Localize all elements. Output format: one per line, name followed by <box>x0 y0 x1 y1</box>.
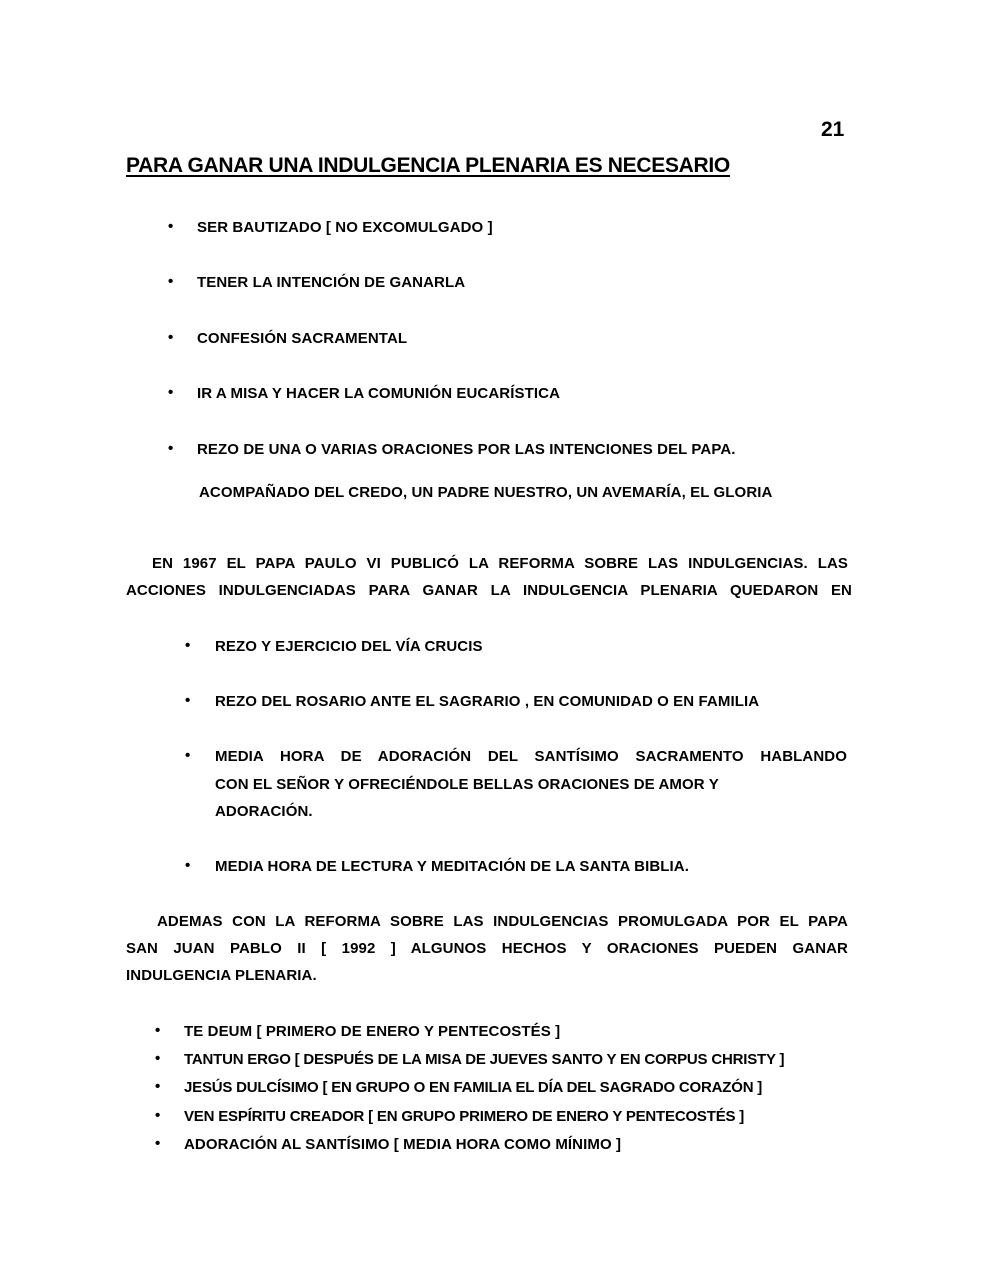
requirements-note: ACOMPAÑADO DEL CREDO, UN PADRE NUESTRO, UN AVEMARÍA, EL GLORIA <box>199 484 773 501</box>
bullet-icon: • <box>168 384 174 401</box>
bullet-icon: • <box>168 440 174 457</box>
list-item: TENER LA INTENCIÓN DE GANARLA <box>197 274 466 291</box>
list-item: IR A MISA Y HACER LA COMUNIÓN EUCARÍSTICA <box>197 385 561 402</box>
list-item: SER BAUTIZADO [ NO EXCOMULGADO ] <box>197 219 493 236</box>
list-item: MEDIA HORA DE LECTURA Y MEDITACIÓN DE LA SANTA BIBLIA. <box>215 858 690 875</box>
paragraph-line: ADEMAS CON LA REFORMA SOBRE LAS INDULGENCIAS PROMULGADA POR EL PAPA <box>157 913 848 930</box>
list-item: ADORACIÓN AL SANTÍSIMO [ MEDIA HORA COMO MÍNIMO ] <box>184 1136 622 1153</box>
list-item-continuation: ADORACIÓN. <box>215 803 313 820</box>
bullet-icon: • <box>155 1078 161 1095</box>
bullet-icon: • <box>155 1135 161 1152</box>
list-item: TANTUN ERGO [ DESPUÉS DE LA MISA DE JUEVES SANTO Y EN CORPUS CHRISTY ] <box>184 1051 785 1068</box>
bullet-icon: • <box>155 1050 161 1067</box>
list-item: REZO DE UNA O VARIAS ORACIONES POR LAS INTENCIONES DEL PAPA. <box>197 441 736 458</box>
paragraph-line: INDULGENCIA PLENARIA. <box>126 967 317 984</box>
paragraph-line: SAN JUAN PABLO II [ 1992 ] ALGUNOS HECHOS Y ORACIONES PUEDEN GANAR <box>126 940 848 957</box>
list-item: REZO Y EJERCICIO DEL VÍA CRUCIS <box>215 638 483 655</box>
bullet-icon: • <box>185 637 191 654</box>
list-item: REZO DEL ROSARIO ANTE EL SAGRARIO , EN COMUNIDAD O EN FAMILIA <box>215 693 760 710</box>
page-title: PARA GANAR UNA INDULGENCIA PLENARIA ES NECESARIO <box>126 154 730 177</box>
paragraph-line: ACCIONES INDULGENCIADAS PARA GANAR LA INDULGENCIA PLENARIA QUEDARON EN <box>126 582 852 599</box>
list-item: CONFESIÓN SACRAMENTAL <box>197 330 408 347</box>
paragraph-line: EN 1967 EL PAPA PAULO VI PUBLICÓ LA REFORMA SOBRE LAS INDULGENCIAS. LAS <box>152 555 848 572</box>
page-number: 21 <box>821 118 845 141</box>
list-item: VEN ESPÍRITU CREADOR [ EN GRUPO PRIMERO DE ENERO Y PENTECOSTÉS ] <box>184 1108 745 1125</box>
list-item-continuation: CON EL SEÑOR Y OFRECIÉNDOLE BELLAS ORACIONES DE AMOR Y <box>215 776 719 793</box>
list-item: TE DEUM [ PRIMERO DE ENERO Y PENTECOSTÉS ] <box>184 1023 561 1040</box>
list-item: MEDIA HORA DE ADORACIÓN DEL SANTÍSIMO SACRAMENTO HABLANDO <box>215 748 847 765</box>
bullet-icon: • <box>185 857 191 874</box>
bullet-icon: • <box>168 329 174 346</box>
bullet-icon: • <box>168 273 174 290</box>
list-item: JESÚS DULCÍSIMO [ EN GRUPO O EN FAMILIA EL DÍA DEL SAGRADO CORAZÓN ] <box>184 1079 763 1096</box>
bullet-icon: • <box>185 692 191 709</box>
bullet-icon: • <box>185 747 191 764</box>
bullet-icon: • <box>155 1022 161 1039</box>
bullet-icon: • <box>168 218 174 235</box>
bullet-icon: • <box>155 1107 161 1124</box>
